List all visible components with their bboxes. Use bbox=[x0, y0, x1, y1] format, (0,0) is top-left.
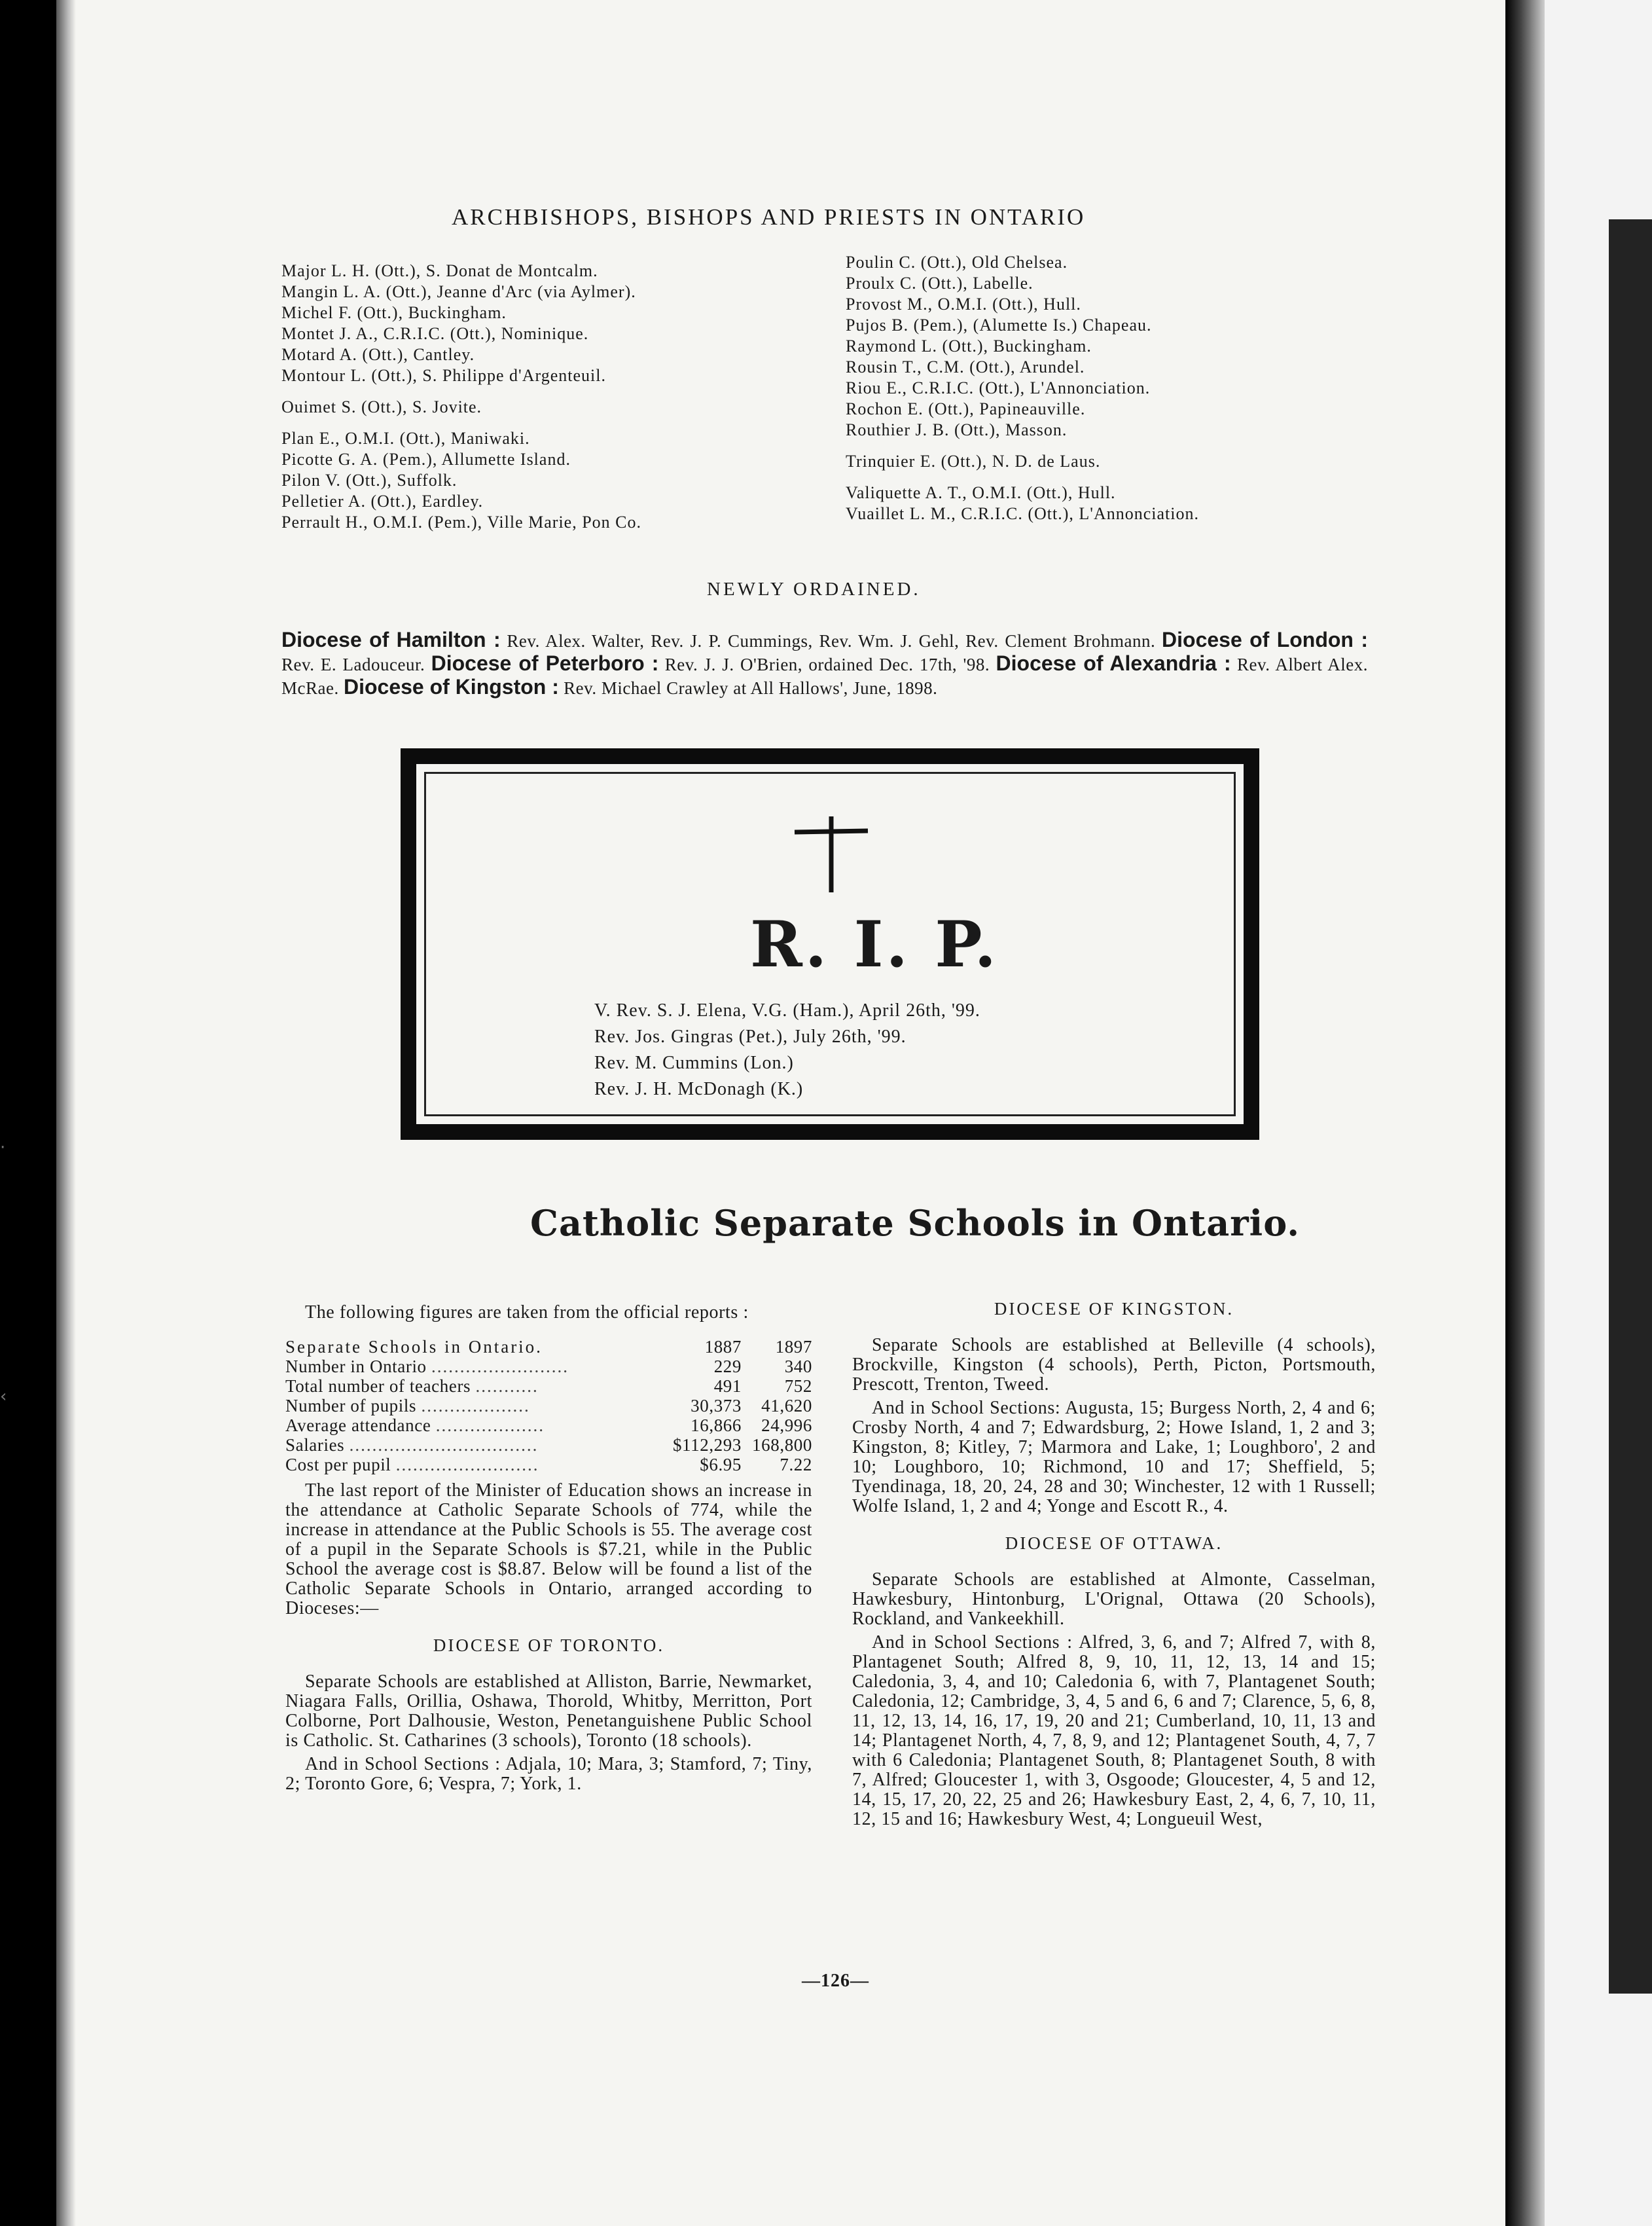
clergy-entry: Riou E., C.R.I.C. (Ott.), L'Annonciation. bbox=[846, 378, 1151, 397]
table-row bbox=[285, 1357, 812, 1376]
clergy-entry: Montour L. (Ott.), S. Philippe d'Argenteuil. bbox=[281, 366, 606, 385]
ordained-names: Rev. E. Ladouceur. bbox=[281, 655, 425, 674]
ordained-names: Rev. J. J. O'Brien, ordained Dec. 17th, '98. bbox=[664, 655, 990, 674]
section-title: Catholic Separate Schools in Ontario. bbox=[530, 1202, 1301, 1244]
value-1897: 752 bbox=[784, 1376, 812, 1396]
clergy-entry: Raymond L. (Ott.), Buckingham. bbox=[846, 337, 1092, 356]
ordained-names: Rev. Alex. Walter, Rev. J. P. Cummings, Rev. Wm. J. Gehl, Rev. Clement Brohmann. bbox=[507, 631, 1156, 651]
diocese-label: Diocese of Hamilton : bbox=[281, 628, 501, 651]
clergy-entry: Motard A. (Ott.), Cantley. bbox=[281, 345, 475, 364]
rip-entry: Rev. Jos. Gingras (Pet.), July 26th, '99. bbox=[594, 1027, 907, 1047]
toronto-sections-paragraph: And in School Sections : Adjala, 10; Mara, 3; Stamford, 7; Tiny, 2; Toronto Gore, 6; Vespra, 7; York, 1. bbox=[285, 1754, 812, 1794]
report-paragraph: The last report of the Minister of Education shows an increase in the attendance at Catholic Separate Schools of 774, while the increase in attendance at the Public Schools is 55. The average cost of a pupil in the Separate Schools is $7.21, while in the Public School the average cost is $8.87. Below will be found a list of the Catholic Separate Schools in Ontario, arranged according to Dioceses:— bbox=[285, 1480, 812, 1618]
left-column bbox=[285, 1303, 812, 1794]
page-number: —126— bbox=[802, 1971, 869, 1991]
row-label: Number of pupils bbox=[285, 1396, 417, 1415]
adjacent-page-shadow bbox=[1609, 219, 1652, 1994]
clergy-list-left bbox=[281, 261, 825, 533]
row-label: Cost per pupil bbox=[285, 1455, 391, 1474]
diocese-heading-kingston: DIOCESE OF KINGSTON. bbox=[994, 1299, 1234, 1319]
value-1887: 491 bbox=[713, 1376, 742, 1396]
value-1887: 16,866 bbox=[691, 1415, 742, 1435]
row-label: Total number of teachers bbox=[285, 1376, 471, 1396]
scan-edge-mark: ‹ bbox=[0, 1387, 7, 1406]
clergy-entry: Michel F. (Ott.), Buckingham. bbox=[281, 303, 507, 322]
value-1887: $6.95 bbox=[700, 1455, 742, 1474]
value-1897: 7.22 bbox=[780, 1455, 812, 1474]
clergy-entry: Trinquier E. (Ott.), N. D. de Laus. bbox=[846, 452, 1101, 471]
diocese-heading-toronto: DIOCESE OF TORONTO. bbox=[433, 1635, 665, 1655]
clergy-entry: Pujos B. (Pem.), (Alumette Is.) Chapeau. bbox=[846, 316, 1152, 335]
newly-ordained-paragraph bbox=[281, 629, 1368, 699]
table-row bbox=[285, 1435, 812, 1455]
rip-entry: V. Rev. S. J. Elena, V.G. (Ham.), April 26th, '99. bbox=[594, 1000, 980, 1021]
value-1897: 340 bbox=[784, 1357, 812, 1376]
clergy-list-right bbox=[846, 252, 1389, 524]
right-column bbox=[852, 1299, 1376, 1829]
clergy-entry: Pilon V. (Ott.), Suffolk. bbox=[281, 471, 458, 490]
clergy-entry: Routhier J. B. (Ott.), Masson. bbox=[846, 420, 1068, 439]
dot-leader: ......................... bbox=[395, 1455, 539, 1474]
diocese-label: Diocese of Peterboro : bbox=[431, 651, 659, 675]
dot-leader: ........................ bbox=[431, 1357, 569, 1376]
diocese-label: Diocese of Kingston : bbox=[343, 675, 559, 699]
clergy-entry: Ouimet S. (Ott.), S. Jovite. bbox=[281, 397, 482, 416]
clergy-entry: Perrault H., O.M.I. (Pem.), Ville Marie, Pon Co. bbox=[281, 513, 642, 532]
table-row bbox=[285, 1376, 812, 1396]
clergy-entry: Valiquette A. T., O.M.I. (Ott.), Hull. bbox=[846, 483, 1116, 502]
clergy-entry: Provost M., O.M.I. (Ott.), Hull. bbox=[846, 295, 1081, 314]
table-row bbox=[285, 1415, 812, 1435]
table-header-row bbox=[285, 1337, 812, 1357]
year-column-1897: 1897 bbox=[775, 1337, 812, 1357]
running-head: ARCHBISHOPS, BISHOPS AND PRIESTS IN ONTARIO bbox=[452, 204, 1086, 230]
table-row bbox=[285, 1455, 812, 1474]
clergy-entry: Plan E., O.M.I. (Ott.), Maniwaki. bbox=[281, 429, 530, 448]
diocese-heading-ottawa: DIOCESE OF OTTAWA. bbox=[1005, 1533, 1223, 1553]
ottawa-sections-paragraph: And in School Sections : Alfred, 3, 6, and 7; Alfred 7, with 8, Plantagenet South; Alfred 8, 9, 10, 11, 12, 13, 14 and 15; Caledonia, 3, 4, and 10; Caledonia 6, with 7, Plantagenet South; Caledonia, 12; Cambridge, 3, 4, 5 and 6, 6 and 7; Clarence, 5, 6, 8, 11, 12, 13, 14, 16, 17, 19, 20 and 21; Cumberland, 10, 11, 13 and 14; Plantagenet North, 4, 7, 8, 9, and 12; Plantagenet South, 4, 7, 7 with 6 Caledonia; Plantagenet South, 8; Plantagenet South, 8 with 7, Alfred; Gloucester 1, with 3, Osgoode; Gloucester, 4, 5 and 12, 14, 15, 17, 20, 22, 25 and 26; Hawkesbury East, 2, 4, 6, 7, 10, 11, 12, 15 and 16; Hawkesbury West, 4; Longueuil West, bbox=[852, 1632, 1376, 1829]
clergy-entry: Rochon E. (Ott.), Papineauville. bbox=[846, 399, 1086, 418]
clergy-entry: Pelletier A. (Ott.), Eardley. bbox=[281, 492, 484, 511]
diocese-label: Diocese of London : bbox=[1162, 628, 1369, 651]
diocese-label: Diocese of Alexandria : bbox=[996, 651, 1231, 675]
value-1897: 168,800 bbox=[752, 1435, 812, 1455]
kingston-sections-paragraph: And in School Sections: Augusta, 15; Burgess North, 2, 4 and 6; Crosby North, 4 and 7; Edwardsburg, 2; Howe Island, 1, 2 and 3; Kingston, 8; Kitley, 7; Marmora and Lake, 1; Loughboro', 2 and 10; Loughboro, 10; Richmond, 10 and 17; Sheffield, 5; Tyendinaga, 18, 20, 24, 28 and 30; Winchester, 12 with 1 Russell; Wolfe Island, 1, 2 and 4; Yonge and Escott R., 4. bbox=[852, 1398, 1376, 1516]
clergy-entry: Montet J. A., C.R.I.C. (Ott.), Nominique. bbox=[281, 324, 589, 343]
value-1887: $112,293 bbox=[672, 1435, 742, 1455]
page-gutter-shadow bbox=[56, 0, 76, 2226]
clergy-entry: Poulin C. (Ott.), Old Chelsea. bbox=[846, 253, 1068, 272]
clergy-entry: Major L. H. (Ott.), S. Donat de Montcalm. bbox=[281, 261, 598, 280]
kingston-schools-paragraph: Separate Schools are established at Belleville (4 schools), Brockville, Kingston (4 schools), Perth, Picton, Portsmouth, Prescott, Trenton, Tweed. bbox=[852, 1335, 1376, 1395]
value-1897: 24,996 bbox=[761, 1415, 812, 1435]
clergy-entry: Picotte G. A. (Pem.), Allumette Island. bbox=[281, 450, 571, 469]
clergy-entry: Vuaillet L. M., C.R.I.C. (Ott.), L'Annonciation. bbox=[846, 504, 1200, 523]
ottawa-schools-paragraph: Separate Schools are established at Almonte, Casselman, Hawkesbury, Hintonburg, L'Orignal, Ottawa (20 Schools), Rockland, and Vankeekhill. bbox=[852, 1569, 1376, 1629]
rip-names bbox=[594, 998, 980, 1103]
ordained-names: Rev. Albert Alex. McRae. bbox=[281, 655, 1369, 698]
binding-edge bbox=[1505, 0, 1545, 2226]
dot-leader: ................................. bbox=[349, 1435, 539, 1455]
value-1887: 30,373 bbox=[691, 1396, 742, 1415]
row-label: Average attendance bbox=[285, 1415, 431, 1435]
year-column-1887: 1887 bbox=[704, 1337, 742, 1357]
clergy-entry: Mangin L. A. (Ott.), Jeanne d'Arc (via Aylmer). bbox=[281, 282, 636, 301]
table-title: Separate Schools in Ontario. bbox=[285, 1337, 543, 1357]
rip-entry: Rev. J. H. McDonagh (K.) bbox=[594, 1079, 804, 1099]
rip-entry: Rev. M. Cummins (Lon.) bbox=[594, 1053, 794, 1073]
value-1897: 41,620 bbox=[761, 1396, 812, 1415]
dot-leader: ........... bbox=[475, 1376, 539, 1396]
rip-title: R. I. P. bbox=[750, 907, 999, 981]
ordained-names: Rev. Michael Crawley at All Hallows', June, 1898. bbox=[564, 678, 938, 698]
newly-ordained-heading: NEWLY ORDAINED. bbox=[707, 579, 921, 600]
clergy-entry: Rousin T., C.M. (Ott.), Arundel. bbox=[846, 357, 1085, 376]
row-label: Number in Ontario bbox=[285, 1357, 427, 1376]
toronto-schools-paragraph: Separate Schools are established at Alliston, Barrie, Newmarket, Niagara Falls, Orillia, Oshawa, Thorold, Whitby, Merritton, Port Colborne, Port Dalhousie, Weston, Penetanguishene Public School is Catholic. St. Catharines (3 schools), Toronto (18 schools). bbox=[285, 1671, 812, 1751]
row-label: Salaries bbox=[285, 1435, 345, 1455]
scan-edge-mark: · bbox=[0, 1138, 6, 1158]
value-1887: 229 bbox=[713, 1357, 742, 1376]
dot-leader: ................... bbox=[435, 1415, 545, 1435]
clergy-entry: Proulx C. (Ott.), Labelle. bbox=[846, 274, 1033, 293]
cross-icon bbox=[792, 815, 871, 894]
schools-statistics-table bbox=[285, 1337, 812, 1474]
table-row bbox=[285, 1396, 812, 1415]
intro-text: The following figures are taken from the official reports : bbox=[305, 1302, 749, 1323]
dot-leader: ................... bbox=[421, 1396, 530, 1415]
